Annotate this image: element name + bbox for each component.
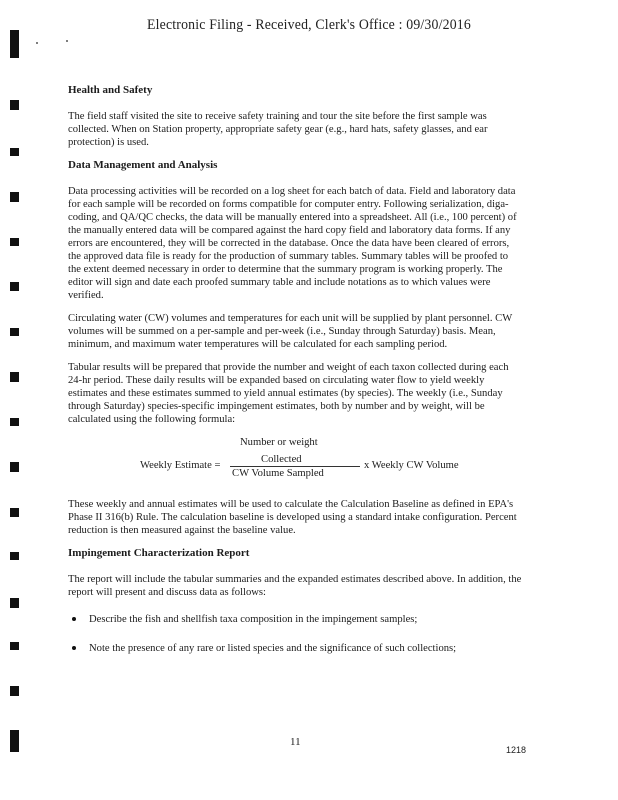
- list-item: [68, 613, 523, 626]
- formula-label: Weekly Estimate =: [140, 460, 221, 471]
- binding-edge-marks: [10, 30, 19, 752]
- formula-numerator: Collected: [261, 454, 302, 465]
- formula-multiplier: x Weekly CW Volume: [364, 460, 459, 471]
- bullet-icon: [72, 646, 76, 650]
- document-body: [68, 84, 523, 671]
- list-item: [68, 642, 523, 655]
- filing-header: Electronic Filing - Received, Clerk's Office : 09/30/2016: [147, 17, 471, 33]
- bullet-list: [68, 613, 523, 655]
- heading-health-safety: Health and Safety: [68, 84, 153, 96]
- list-item-text: Describe the fish and shellfish taxa composition in the impingement samples;: [89, 614, 418, 625]
- paragraph: These weekly and annual estimates will be used to calculate the Calculation Baseline as defined in EPA's Phase II 316(b) Rule. The calculation baseline is developed using a standard intake configuration. Percent reduction is then measured against the baseline value.: [68, 499, 517, 536]
- formula-denominator: CW Volume Sampled: [232, 468, 324, 479]
- page-number: 11: [290, 736, 301, 748]
- weekly-estimate-formula: [68, 436, 523, 484]
- bullet-icon: [72, 617, 76, 621]
- list-item-text: Note the presence of any rare or listed species and the significance of such collections;: [89, 643, 457, 654]
- paragraph: Circulating water (CW) volumes and temperatures for each unit will be supplied by plant personnel. CW volumes will be summed on a per-sample and per-week (i.e., Sunday through Saturday) basis. Mean, minimum, and maximum water temperatures will be calculated for each sampling period.: [68, 313, 513, 350]
- paragraph: The report will include the tabular summaries and the expanded estimates described above. In addition, the report will present and discuss data as follows:: [68, 574, 522, 598]
- formula-top-text: Number or weight: [240, 437, 318, 448]
- heading-data-management: Data Management and Analysis: [68, 159, 218, 171]
- scan-speck: [36, 42, 38, 44]
- paragraph: Data processing activities will be recorded on a log sheet for each batch of data. Field and laboratory data for each sample will be recorded on forms compatible for computer entry. Following serialization, diga-coding, and QA/QC checks, the data will be manually entered into a spreadsheet. All (i.e., 100 percent) of the manually entered data will be compared against the hard copy field and laboratory data forms. If any errors are encountered, they will be corrected in the database. Once the data have been cleared of errors, the approved data file is ready for the production of summary tables. Summary tables will be proofed to the extent deemed necessary in order to determine that the summary program is working properly. The editor will sign and date each proofed summary table and include notations as to which values were verified.: [68, 186, 517, 301]
- paragraph: The field staff visited the site to receive safety training and tour the site before the first sample was collected. When on Station property, appropriate safety gear (e.g., hard hats, safety glasses, and ear protection) is used.: [68, 111, 488, 148]
- heading-impingement-report: Impingement Characterization Report: [68, 547, 250, 559]
- paragraph: Tabular results will be prepared that provide the number and weight of each taxon collected during each 24-hr period. These daily results will be expanded based on circulating water flow to yield weekly estimates and these estimates summed to yield annual estimates (by species). The weekly (i.e., Sunday through Saturday) species-specific impingement estimates, both by number and by weight, will be calculated using the following formula:: [68, 362, 509, 425]
- scan-speck: [66, 40, 68, 42]
- bates-stamp: 1218: [506, 745, 527, 755]
